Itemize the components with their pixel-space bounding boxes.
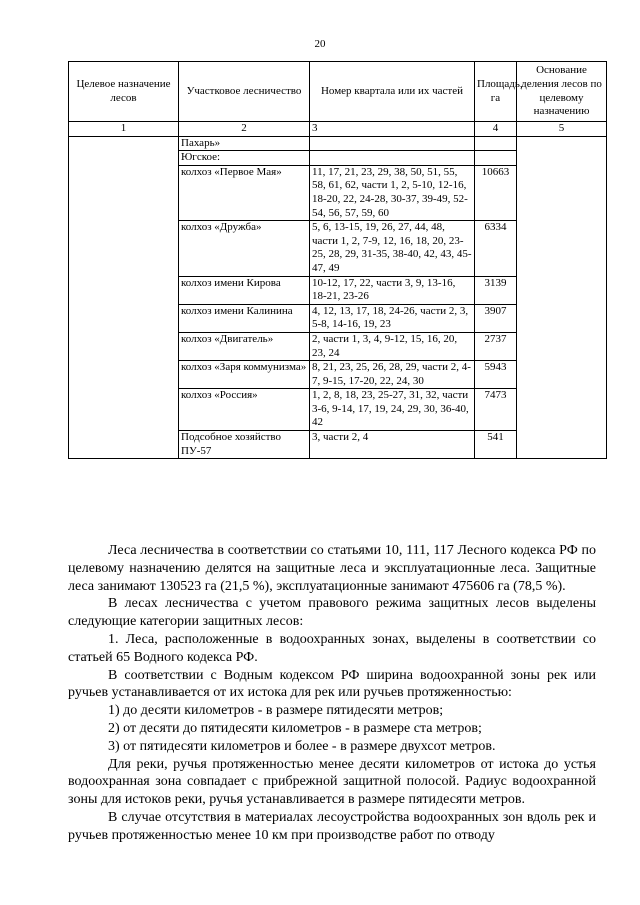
table-header-row — [69, 62, 607, 122]
area-cell: 6334 — [475, 221, 517, 276]
area-cell: 3139 — [475, 276, 517, 304]
column-number: 3 — [310, 122, 475, 137]
column-number: 4 — [475, 122, 517, 137]
column-number: 5 — [517, 122, 607, 137]
forestry-cell: колхоз «Двигатель» — [179, 332, 310, 360]
paragraph: 1. Леса, расположенные в водоохранных зонах, выделены в соответствии со статьей 65 Водного кодекса РФ. — [68, 631, 596, 665]
area-cell: 5943 — [475, 361, 517, 389]
area-cell: 7473 — [475, 389, 517, 431]
area-cell — [475, 151, 517, 166]
quarters-cell: 1, 2, 8, 18, 23, 25-27, 31, 32, части 3-6, 9-14, 17, 19, 24, 29, 30, 36-40, 42 — [310, 389, 475, 431]
column-number: 1 — [69, 122, 179, 137]
paragraph: В случае отсутствия в материалах лесоустройства водоохранных зон вдоль рек и ручьев протяженностью менее 10 км при производстве работ по отводу — [68, 809, 596, 843]
header-area: Площадь, га — [475, 62, 517, 122]
paragraph: В соответствии с Водным кодексом РФ ширина водоохранной зоны рек или ручьев устанавливается от их истока для рек или ручьев протяженностью: — [68, 667, 596, 701]
purpose-cell — [69, 136, 179, 459]
quarters-cell — [310, 151, 475, 166]
forestry-cell: Югское: — [179, 151, 310, 166]
forestry-cell: колхоз «Россия» — [179, 389, 310, 431]
forestry-cell: колхоз «Первое Мая» — [179, 165, 310, 220]
header-basis: Основание деления лесов по целевому назначению — [517, 62, 607, 122]
paragraph: В лесах лесничества с учетом правового режима защитных лесов выделены следующие категории защитных лесов: — [68, 596, 596, 630]
quarters-cell: 4, 12, 13, 17, 18, 24-26, части 2, 3, 5-8, 14-16, 19, 23 — [310, 304, 475, 332]
quarters-cell: 5, 6, 13-15, 19, 26, 27, 44, 48, части 1, 2, 7-9, 12, 16, 18, 20, 23-25, 28, 29, 31-35, 38-40, 42, 43, 45-47, 49 — [310, 221, 475, 276]
area-cell: 541 — [475, 431, 517, 459]
forest-purpose-table — [68, 61, 607, 459]
column-number-row — [69, 122, 607, 137]
list-item: 1) до десяти километров - в размере пятидесяти метров; — [108, 703, 444, 719]
header-purpose: Целевое назначение лесов — [69, 62, 179, 122]
quarters-cell: 11, 17, 21, 23, 29, 38, 50, 51, 55, 58, 61, 62, части 1, 2, 5-10, 12-16, 18-20, 22, 24-28, 30-37, 39-49, 52-54, 56, 57, 59, 60 — [310, 165, 475, 220]
quarters-cell — [310, 136, 475, 151]
header-forestry: Участковое лесничество — [179, 62, 310, 122]
quarters-cell: 8, 21, 23, 25, 26, 28, 29, части 2, 4-7, 9-15, 17-20, 22, 24, 30 — [310, 361, 475, 389]
area-cell: 2737 — [475, 332, 517, 360]
forestry-cell: Подсобное хозяйство ПУ-57 — [179, 431, 310, 459]
quarters-cell: 3, части 2, 4 — [310, 431, 475, 459]
body-text — [68, 542, 596, 845]
page-number: 20 — [314, 38, 326, 50]
quarters-cell: 10-12, 17, 22, части 3, 9, 13-16, 18-21, 23-26 — [310, 276, 475, 304]
forestry-cell: колхоз «Дружба» — [179, 221, 310, 276]
area-cell — [475, 136, 517, 151]
list-item: 2) от десяти до пятидесяти километров - в размере ста метров; — [108, 720, 482, 736]
forestry-cell: колхоз имени Кирова — [179, 276, 310, 304]
area-cell: 10663 — [475, 165, 517, 220]
table-row — [69, 136, 607, 151]
forestry-cell: колхоз «Заря коммунизма» — [179, 361, 310, 389]
quarters-cell: 2, части 1, 3, 4, 9-12, 15, 16, 20, 23, 24 — [310, 332, 475, 360]
list-item: 3) от пятидесяти километров и более - в размере двухсот метров. — [108, 738, 496, 754]
column-number: 2 — [179, 122, 310, 137]
paragraph: Для реки, ручья протяженностью менее десяти километров от истока до устья водоохранная зона совпадает с прибрежной защитной полосой. Радиус водоохранной зоны для истоков реки, ручья устанавливается в размере пятидесяти метров. — [68, 756, 596, 808]
paragraph: Леса лесничества в соответствии со статьями 10, 111, 117 Лесного кодекса РФ по целевому назначению делятся на защитные леса и эксплуатационные леса. Защитные леса занимают 130523 га (21,5 %), эксплуатационные занимают 475606 га (78,5 %). — [68, 543, 596, 594]
forestry-cell: Пахарь» — [179, 136, 310, 151]
area-cell: 3907 — [475, 304, 517, 332]
header-quarters: Номер квартала или их частей — [310, 62, 475, 122]
forestry-cell: колхоз имени Калинина — [179, 304, 310, 332]
basis-cell — [517, 136, 607, 459]
